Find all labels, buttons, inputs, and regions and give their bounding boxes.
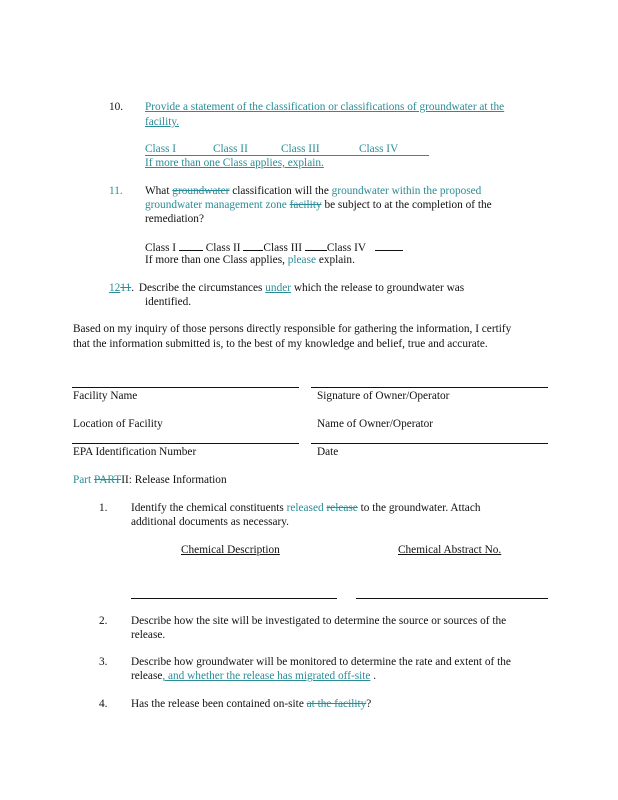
item-10-class-3: Class III (281, 143, 320, 155)
date-line[interactable] (311, 443, 548, 444)
partII-item-1-number: 1. (99, 502, 108, 514)
item-11-line1 (145, 184, 481, 198)
epa-id-label: EPA Identification Number (73, 446, 197, 458)
partII-item-3-line2 (131, 669, 376, 683)
item-12-line2: identified. (145, 296, 192, 308)
item-12-num-dot: . (131, 282, 135, 294)
item-10-explain: If more than one Class applies, explain. (145, 157, 324, 169)
item-12-line1 (109, 281, 464, 295)
partII-item-1-line2: additional documents as necessary. (131, 516, 290, 528)
item-11-line3: remediation? (145, 213, 204, 225)
partII-item-3-number: 3. (99, 656, 108, 668)
item-11-explain-b: explain. (318, 254, 355, 266)
partII-item-4-end: ? (366, 698, 372, 710)
partII-item-4-deleted: at the facility (306, 698, 367, 710)
part-rest: II: Release Information (121, 474, 227, 486)
signature-line[interactable] (311, 387, 548, 388)
item-11-line2 (145, 198, 492, 212)
chemical-abstract-line[interactable] (356, 598, 548, 599)
item-11-class-3: Class III (263, 242, 302, 254)
item-11-explain (145, 253, 355, 267)
partII-item-3-release: release (131, 670, 163, 682)
item-10-class-2: Class II (213, 143, 248, 155)
item-11-tail: be subject to at the completion of the (324, 199, 492, 211)
item-12-text-b: which the release to groundwater was (293, 282, 465, 294)
item-11-blank-1[interactable] (179, 239, 203, 251)
item-12-num-deleted: 11 (120, 282, 132, 294)
chemical-description-header: Chemical Description (181, 544, 280, 556)
facility-name-label: Facility Name (73, 390, 138, 402)
owner-name-label: Name of Owner/Operator (317, 418, 434, 430)
chemical-description-line[interactable] (131, 598, 337, 599)
date-label: Date (317, 446, 339, 458)
item-11-please: please (287, 254, 316, 266)
item-10-line1: Provide a statement of the classification or classifications of groundwater at the (145, 101, 505, 113)
item-12-num-inserted: 12 (109, 282, 121, 294)
part-deleted: PART (94, 474, 122, 486)
partII-item-4-text: Has the release been contained on-site (131, 698, 304, 710)
partII-item-2-line1: Describe how the site will be investigated to determine the source or sources of the (131, 615, 507, 627)
partII-item-2-line2: release. (131, 629, 166, 641)
item-11-blank-3[interactable] (305, 239, 327, 251)
item-12-text-a: Describe the circumstances (138, 282, 263, 294)
item-11-number: 11. (109, 185, 123, 197)
item-11-deleted-facility: facility (289, 199, 322, 211)
partII-item-4-number: 4. (99, 698, 108, 710)
partII-item-3-line1: Describe how groundwater will be monitored to determine the rate and extent of the (131, 656, 511, 668)
item-11-classification-will-the: classification will the (232, 185, 329, 197)
part-heading (73, 473, 227, 487)
item-11-class-4: Class IV (326, 242, 366, 254)
item-11-blank-2[interactable] (243, 239, 263, 251)
item-11-class-1: Class I (145, 242, 177, 254)
partII-item-4-line (131, 697, 371, 711)
item-11-inserted-line2: groundwater management zone (145, 199, 287, 211)
item-11-blank-4[interactable] (375, 239, 403, 251)
item-10-number: 10. (109, 101, 124, 113)
location-label: Location of Facility (73, 418, 163, 430)
facility-name-line[interactable] (72, 387, 299, 388)
partII-item-3-inserted: , and whether the release has migrated off-site (162, 670, 371, 682)
epa-id-line[interactable] (72, 443, 299, 444)
chemical-abstract-header: Chemical Abstract No. (398, 544, 502, 556)
signature-label: Signature of Owner/Operator (317, 390, 450, 402)
item-12-under: under (265, 282, 291, 294)
item-11-explain-a: If more than one Class applies, (145, 254, 285, 266)
item-11-class-2: Class II (205, 242, 241, 254)
partII-item-1-deleted: release (326, 502, 358, 514)
item-10-class-1: Class I (145, 143, 177, 155)
partII-item-1-text-b: to the groundwater. Attach (360, 502, 481, 514)
partII-item-1-inserted: released (286, 502, 324, 514)
item-11-deleted-groundwater: groundwater (172, 185, 230, 197)
certification-line1: Based on my inquiry of those persons directly responsible for gathering the information, I certify (73, 323, 512, 335)
item-10-line2: facility. (145, 116, 180, 128)
item-11-what: What (145, 185, 170, 197)
partII-item-3-period: . (373, 670, 377, 682)
item-11-inserted-line1: groundwater within the proposed (331, 185, 482, 197)
partII-item-1-text-a: Identify the chemical constituents (131, 502, 284, 514)
partII-item-2-number: 2. (99, 615, 108, 627)
part-inserted: Part (73, 474, 92, 486)
certification-line2: that the information submitted is, to the best of my knowledge and belief, true and accurate. (73, 338, 488, 350)
item-10-class-4: Class IV (359, 143, 399, 155)
partII-item-1-line1 (131, 501, 480, 515)
